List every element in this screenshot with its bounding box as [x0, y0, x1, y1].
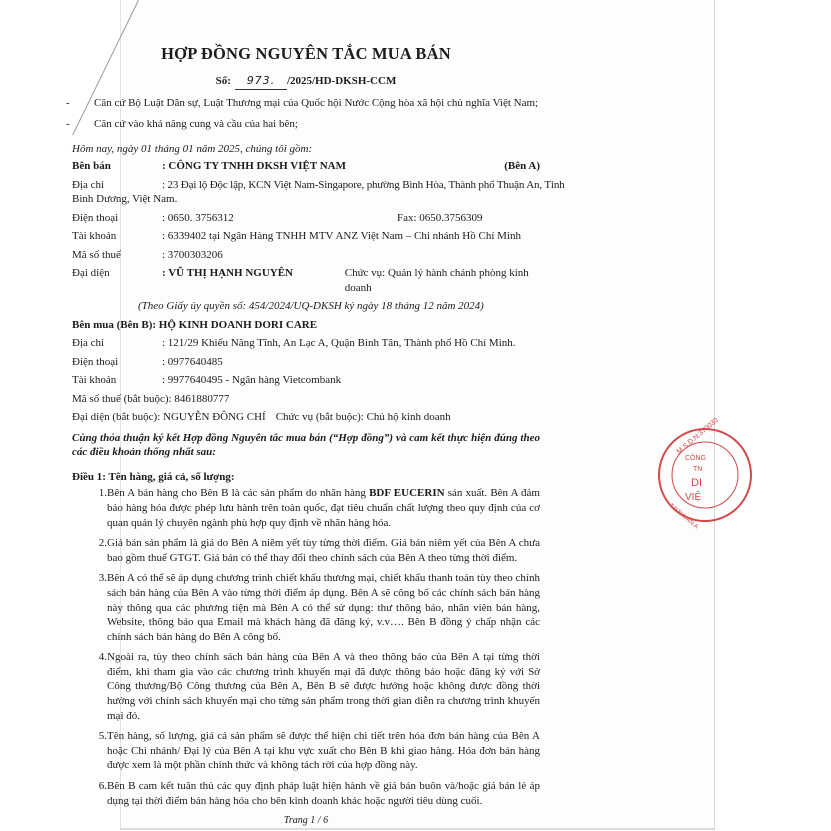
handwritten-number: 973.	[235, 74, 287, 90]
svg-text:T.P.THUẬN A: T.P.THUẬN A	[667, 502, 699, 531]
buyer-rep-row: Đại diện (bắt buộc): NGUYỄN ĐÔNG CHÍ Chức vụ (bắt buộc): Chủ hộ kinh doanh	[72, 410, 451, 423]
intro-line: Hôm nay, ngày 01 tháng 01 năm 2025, chúng tôi gồm:	[72, 142, 313, 155]
list-item: 4. Ngoài ra, tùy theo chính sách bán hàng của Bên A và theo thông báo của Bên A tại từng thời điểm, khi tham gia vào các chương trình khuyến mại đã được thông báo hoặc đăng ký với Sở Công thương/Bộ Công thương của Bên A, Bên B sẽ được hưởng hoặc không được đồng thời hưởng với chính sách khuyến mại cho từng sản phẩm trong thời gian diễn ra chương trình khuyến mại đó.	[98, 651, 540, 722]
buyer-phone-row: Điện thoại : 0977640485	[72, 355, 223, 368]
basis-item: - Căn cứ vào khả năng cung và cầu của hai bên;	[66, 118, 298, 131]
stamp-seal-icon	[655, 416, 755, 531]
buyer-tax-row: Mã số thuế (bắt buộc): 8461880777	[72, 392, 230, 405]
seller-name-row: Bên bán : CÔNG TY TNHH DKSH VIỆT NAM (Bên A)	[72, 160, 540, 173]
seller-phone-row: Điện thoại : 0650. 3756312 Fax: 0650.3756309	[72, 211, 483, 224]
page-number: Trang 1 / 6	[283, 815, 329, 827]
authorization-note: (Theo Giấy ủy quyền số: 454/2024/UQ-DKSH ký ngày 18 tháng 12 năm 2024)	[138, 300, 484, 313]
article-1-title: Điều 1: Tên hàng, giá cả, số lượng:	[72, 470, 235, 483]
agreement-statement: Cùng thỏa thuận ký kết Hợp đồng Nguyên tắc mua bán (“Hợp đồng”) và cam kết thực hiện đúng theo các điều khoản thống nhất sau:	[72, 431, 540, 459]
document-title: HỢP ĐỒNG NGUYÊN TẮC MUA BÁN	[161, 44, 451, 63]
svg-text:CÔNG: CÔNG	[685, 455, 706, 462]
seller-tax-row: Mã số thuế : 3700303206	[72, 248, 223, 261]
contract-content	[66, 44, 565, 829]
list-item: 3. Bên A có thể sẽ áp dụng chương trình chiết khấu thương mại, chiết khấu thanh toán tùy theo chính sách bán hàng của Bên A vào từng thời điểm áp dụng. Bên A sẽ công bố các chính sách bán hàng này thông qua các phương tiện mà Bên A có thể sử dụng: thư thông báo, nhân viên bán hàng, Website, thông báo qua Email mà khách hàng đã đăng ký, v.v…. Bên B đồng ý chấp nhận các chính sách bán hàng do Bên A công bố.	[98, 572, 540, 643]
buyer-account-row: Tài khoản : 9977640495 - Ngân hàng Vietcombank	[72, 374, 342, 387]
svg-text:TN: TN	[693, 466, 703, 473]
list-item: 2. Giá bán sản phẩm là giá do Bên A niêm yết tùy từng thời điểm. Giá bán niêm yết của Bên A chưa bao gồm thuế GTGT. Giá bán có thể thay đổi theo chính sách của Bên A theo từng thời điểm.	[98, 537, 540, 564]
article-1-items	[72, 486, 540, 808]
list-item: 5. Tên hàng, số lượng, giá cả sản phẩm sẽ được thể hiện chi tiết trên hóa đơn bán hàng của Bên A hoặc Chi nhánh/ Đại lý của Bên A tại khu vực xuất cho Bên B khi giao hàng. Hóa đơn bán hàng được xem là một phần chính thức và không tách rời của hợp đồng này.	[98, 730, 540, 772]
seller-address-row: Địa chỉ : 23 Đại lộ Độc lập, KCN Việt Nam-Singapore, phường Bình Hòa, Thành phố Thuận An, Tỉnh Bình Dương, Việt Nam.	[72, 178, 565, 206]
company-stamp	[655, 416, 720, 531]
seller-rep-row: Đại diện : VŨ THỊ HẠNH NGUYÊN Chức vụ: Quản lý hành chánh phòng kinh doanh	[72, 267, 529, 294]
basis-item: - Căn cứ Bộ Luật Dân sự, Luật Thương mại của Quốc hội Nước Cộng hòa xã hội chủ nghĩa Việt Nam;	[66, 96, 539, 109]
svg-text:DI: DI	[691, 477, 702, 489]
list-item: 1. Bên A bán hàng cho Bên B là các sản phẩm do nhãn hàng BDF EUCERIN sản xuất. Bên A đảm bảo hàng hóa được phép lưu hành trên toàn quốc, đạt tiêu chuẩn chất lượng theo quy định của cơ quan quản lý chuyên ngành phù hợp quy định về nhãn hàng hóa.	[98, 487, 540, 529]
svg-text:VIỆ: VIỆ	[685, 492, 702, 503]
svg-text:M.S.D.N:370030: M.S.D.N:370030	[675, 416, 720, 456]
contract-number: Số: 973. /2025/HD-DKSH-CCM	[72, 74, 540, 90]
seller-account-row: Tài khoản : 6339402 tại Ngân Hàng TNHH MTV ANZ Việt Nam – Chi nhánh Hồ Chí Minh	[72, 230, 521, 243]
buyer-name-row: Bên mua (Bên B): HỘ KINH DOANH DORI CARE	[72, 318, 318, 331]
buyer-address-row: Địa chỉ : 121/29 Khiếu Năng Tĩnh, An Lạc A, Quận Bình Tân, Thành phố Hồ Chí Minh.	[72, 337, 516, 350]
list-item: 6. Bên B cam kết tuân thủ các quy định pháp luật hiện hành về giá bán buôn và/hoặc giá bán lẻ áp dụng tại thời điểm bán hàng hóa cho bên kinh doanh khác hoặc người tiêu dùng cuối.	[98, 780, 540, 807]
